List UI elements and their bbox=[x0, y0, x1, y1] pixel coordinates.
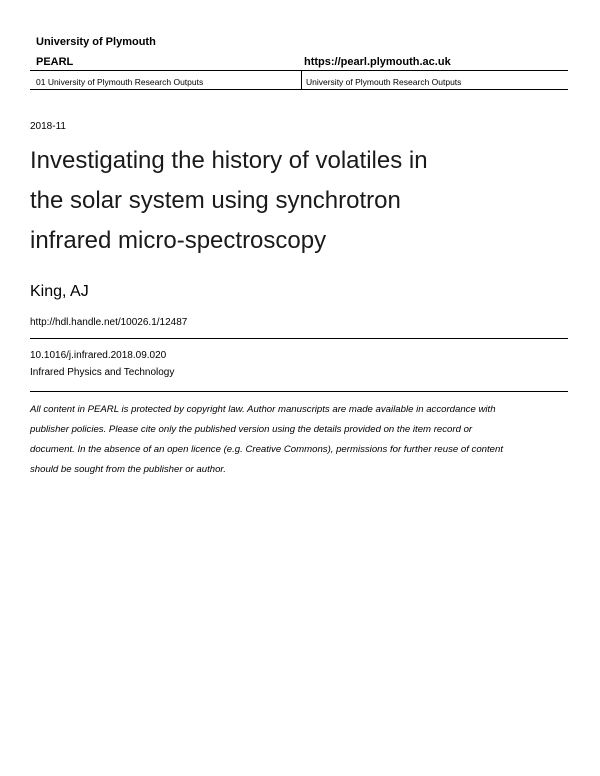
divider-rule bbox=[30, 338, 568, 339]
repository-url-link[interactable]: https://pearl.plymouth.ac.uk bbox=[304, 56, 451, 68]
handle-link[interactable]: http://hdl.handle.net/10026.1/12487 bbox=[30, 317, 188, 328]
doi: 10.1016/j.infrared.2018.09.020 bbox=[30, 350, 167, 361]
collection-left: 01 University of Plymouth Research Outputs bbox=[36, 77, 204, 87]
header-top-rule bbox=[30, 70, 568, 71]
author-name: King, AJ bbox=[30, 283, 89, 300]
copyright-notice bbox=[30, 400, 568, 480]
publication-date: 2018-11 bbox=[30, 121, 66, 132]
title-line: Investigating the history of volatiles in bbox=[30, 147, 428, 174]
journal-name: Infrared Physics and Technology bbox=[30, 367, 175, 378]
notice-line: All content in PEARL is protected by copyright law. Author manuscripts are made available in accordance with bbox=[30, 404, 496, 415]
repository-name: PEARL bbox=[36, 56, 74, 68]
title-line: the solar system using synchrotron bbox=[30, 187, 401, 214]
divider-rule bbox=[30, 391, 568, 392]
collection-right: University of Plymouth Research Outputs bbox=[306, 77, 462, 87]
notice-line: should be sought from the publisher or author. bbox=[30, 464, 226, 475]
title-line: infrared micro-spectroscopy bbox=[30, 227, 327, 254]
document-title bbox=[30, 141, 500, 261]
notice-line: document. In the absence of an open licence (e.g. Creative Commons), permissions for further reuse of content bbox=[30, 444, 504, 455]
header-bottom-rule bbox=[30, 89, 568, 90]
notice-line: publisher policies. Please cite only the published version using the details provided on the item record or bbox=[30, 424, 473, 435]
header-column-divider bbox=[301, 70, 302, 89]
institution-name: University of Plymouth bbox=[36, 36, 156, 48]
